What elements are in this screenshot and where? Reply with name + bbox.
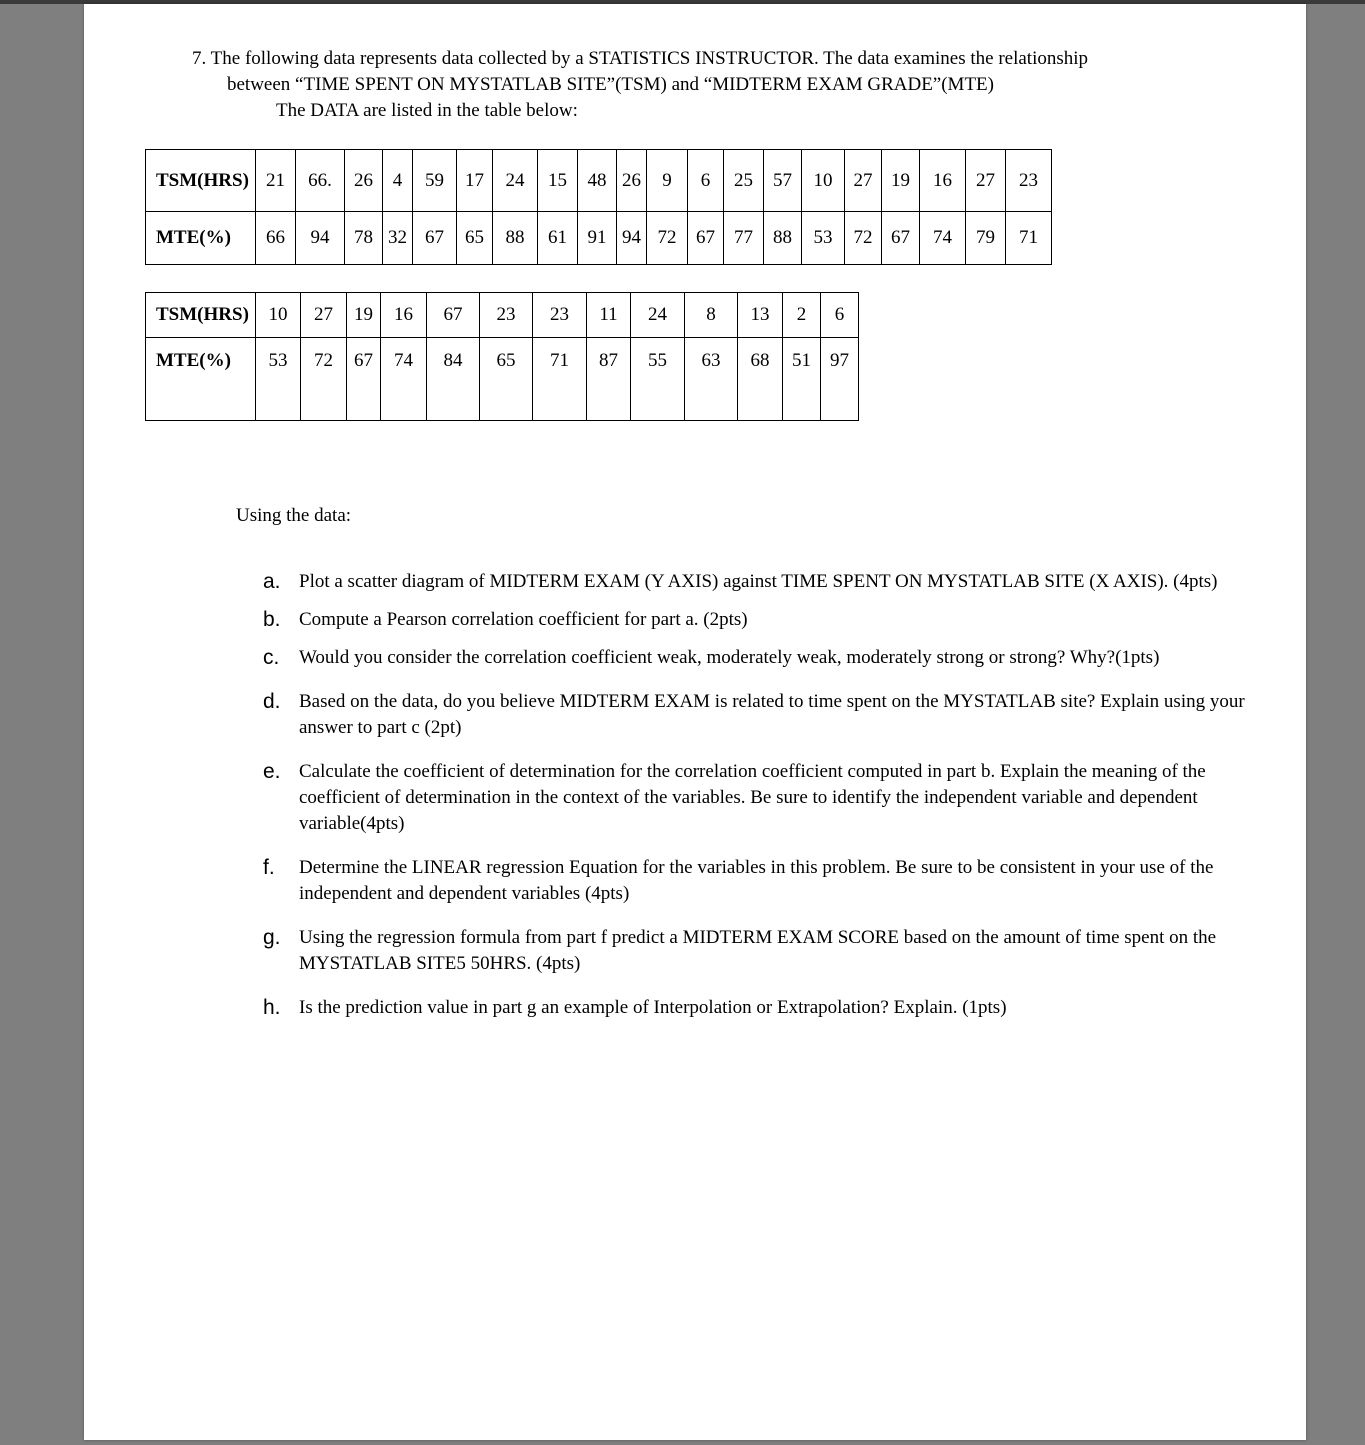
- mte-cell: 84: [427, 338, 480, 421]
- data-table-1: [145, 149, 1052, 265]
- question-list: [260, 569, 1250, 1021]
- document-page: [84, 4, 1306, 1440]
- tsm-cell: 48: [578, 150, 617, 212]
- mte-cell: 72: [301, 338, 347, 421]
- mte-cell: 91: [578, 212, 617, 265]
- mte-cell: 67: [688, 212, 724, 265]
- tsm-cell: 13: [738, 293, 783, 338]
- question-text: Is the prediction value in part g an example of Interpolation or Extrapolation? Explain. (1pts): [299, 997, 1007, 1018]
- question-text: Plot a scatter diagram of MIDTERM EXAM (Y AXIS) against TIME SPENT ON MYSTATLAB SITE (X AXIS). (4pts): [299, 571, 1218, 592]
- tsm-cell: 19: [347, 293, 381, 338]
- tsm-cell: 27: [845, 150, 882, 212]
- mte-cell: 94: [617, 212, 647, 265]
- mte-cell: 88: [493, 212, 538, 265]
- question-letter: b.: [263, 608, 281, 631]
- tsm-cell: 11: [587, 293, 631, 338]
- mte-cell: 71: [533, 338, 587, 421]
- mte-cell: 74: [920, 212, 966, 265]
- question-text: Using the regression formula from part f predict a MIDTERM EXAM SCORE based on the amount of time spent on the MYSTATLAB SITE5 50HRS. (4pts): [299, 927, 1217, 974]
- tsm-cell: 67: [427, 293, 480, 338]
- question-text: Would you consider the correlation coefficient weak, moderately weak, moderately strong or strong? Why?(1pts): [299, 647, 1160, 668]
- mte-cell: 53: [256, 338, 301, 421]
- question-text: Determine the LINEAR regression Equation for the variables in this problem. Be sure to be consistent in your use of the independent and dependent variables (4pts): [299, 857, 1214, 904]
- tsm-cell: 57: [764, 150, 802, 212]
- mte-cell: 74: [381, 338, 427, 421]
- question-d: [260, 689, 1250, 741]
- tsm-cell: 10: [802, 150, 845, 212]
- tsm-cell: 16: [920, 150, 966, 212]
- mte-cell: 71: [1006, 212, 1052, 265]
- mte-cell: 32: [383, 212, 413, 265]
- question-text: Compute a Pearson correlation coefficient for part a. (2pts): [299, 609, 748, 630]
- tsm-cell: 23: [480, 293, 533, 338]
- tsm-cell: 6: [688, 150, 724, 212]
- tsm-cell: 19: [882, 150, 920, 212]
- table-1-tsm-row: [146, 150, 1052, 212]
- mte-cell: 79: [966, 212, 1006, 265]
- mte-cell: 77: [724, 212, 764, 265]
- mte-cell: 51: [783, 338, 821, 421]
- mte-cell: 68: [738, 338, 783, 421]
- question-e: [260, 759, 1250, 837]
- mte-cell: 78: [345, 212, 383, 265]
- tsm-cell: 2: [783, 293, 821, 338]
- row-label-tsm: TSM(HRS): [146, 293, 256, 338]
- question-letter: d.: [263, 690, 281, 713]
- tsm-cell: 24: [631, 293, 685, 338]
- tsm-cell: 66.: [296, 150, 345, 212]
- table-1-mte-row: [146, 212, 1052, 265]
- mte-cell: 67: [347, 338, 381, 421]
- mte-cell: 72: [845, 212, 882, 265]
- mte-cell: 53: [802, 212, 845, 265]
- mte-cell: 66: [256, 212, 296, 265]
- tsm-cell: 27: [301, 293, 347, 338]
- table-2-mte-row: [146, 338, 859, 421]
- mte-cell: 97: [821, 338, 859, 421]
- tsm-cell: 26: [345, 150, 383, 212]
- table-2-tsm-row: [146, 293, 859, 338]
- heading-line-1: 7. The following data represents data collected by a STATISTICS INSTRUCTOR. The data examines the relationship: [192, 48, 1089, 69]
- tsm-cell: 21: [256, 150, 296, 212]
- question-g: [260, 925, 1250, 977]
- mte-cell: 87: [587, 338, 631, 421]
- mte-cell: 72: [647, 212, 688, 265]
- heading-line-2: between “TIME SPENT ON MYSTATLAB SITE”(TSM) and “MIDTERM EXAM GRADE”(MTE): [227, 74, 994, 95]
- mte-cell: 61: [538, 212, 578, 265]
- tsm-cell: 16: [381, 293, 427, 338]
- row-label-tsm: TSM(HRS): [146, 150, 256, 212]
- row-label-mte: MTE(%): [146, 338, 256, 421]
- mte-cell: 65: [457, 212, 493, 265]
- tsm-cell: 15: [538, 150, 578, 212]
- tsm-cell: 8: [685, 293, 738, 338]
- tsm-cell: 10: [256, 293, 301, 338]
- mte-cell: 67: [413, 212, 457, 265]
- question-letter: e.: [263, 760, 281, 783]
- mte-cell: 94: [296, 212, 345, 265]
- question-text: Based on the data, do you believe MIDTERM EXAM is related to time spent on the MYSTATLAB site? Explain using your answer to part c (2pt): [299, 691, 1245, 738]
- question-text: Calculate the coefficient of determination for the correlation coefficient computed in part b. Explain the meaning of the coefficient of determination in the context of the variables. Be sure to identify the independent variable and dependent variable(4pts): [299, 761, 1206, 834]
- data-table-2: [145, 292, 859, 421]
- tsm-cell: 17: [457, 150, 493, 212]
- mte-cell: 63: [685, 338, 738, 421]
- tsm-cell: 24: [493, 150, 538, 212]
- tsm-cell: 26: [617, 150, 647, 212]
- tsm-cell: 4: [383, 150, 413, 212]
- heading-line-3: The DATA are listed in the table below:: [276, 100, 578, 121]
- tsm-cell: 23: [1006, 150, 1052, 212]
- question-b: [260, 607, 1250, 633]
- tsm-cell: 9: [647, 150, 688, 212]
- mte-cell: 67: [882, 212, 920, 265]
- question-letter: c.: [263, 646, 280, 669]
- tsm-cell: 23: [533, 293, 587, 338]
- question-h: [260, 995, 1250, 1021]
- question-f: [260, 855, 1250, 907]
- tsm-cell: 25: [724, 150, 764, 212]
- question-c: [260, 645, 1250, 671]
- problem-heading: [192, 46, 1282, 124]
- mte-cell: 55: [631, 338, 685, 421]
- question-a: [260, 569, 1250, 595]
- row-label-mte: MTE(%): [146, 212, 256, 265]
- tsm-cell: 59: [413, 150, 457, 212]
- question-letter: a.: [263, 570, 281, 593]
- mte-cell: 65: [480, 338, 533, 421]
- question-letter: f.: [263, 856, 275, 879]
- tsm-cell: 27: [966, 150, 1006, 212]
- using-data-label: Using the data:: [236, 505, 352, 526]
- question-letter: g.: [263, 926, 281, 949]
- mte-cell: 88: [764, 212, 802, 265]
- tsm-cell: 6: [821, 293, 859, 338]
- question-letter: h.: [263, 996, 281, 1019]
